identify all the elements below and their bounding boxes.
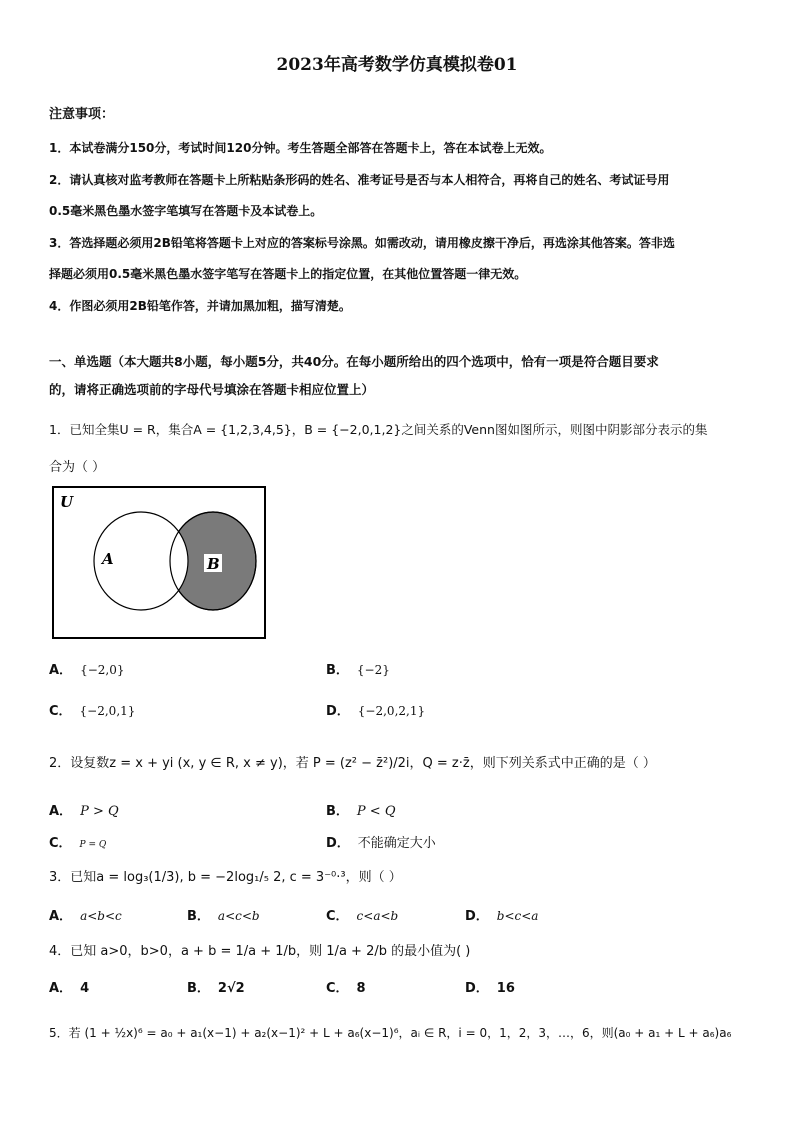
q5-stem: 5．若 (1 + ½x)⁶ = a₀ + a₁(x−1) + a₂(x−1)² + L + a₆(x−1)⁶，aᵢ ∈ R，i = 0，1，2，3，…，6，则(a₀ + a₁ + L + a₆)a₆ — [49, 1026, 732, 1040]
q4-option-a: A． 4 — [49, 981, 90, 996]
q2-option-b: B． P < Q — [326, 804, 396, 819]
q1-option-d: D． {−2,0,2,1} — [326, 704, 426, 719]
venn-label-a: A — [102, 550, 114, 568]
venn-label-b: B — [207, 555, 220, 573]
notice-item: 2．请认真核对监考教师在答题卡上所粘贴条形码的姓名、准考证号是否与本人相符合，再将自己的姓名、考试证号用 — [49, 173, 670, 187]
q2-option-c: C． P = Q — [49, 836, 107, 851]
q3-option-b: B． a<c<b — [187, 909, 260, 924]
venn-label-u: U — [60, 493, 74, 511]
notice-heading: 注意事项： — [49, 107, 115, 122]
venn-diagram — [52, 486, 266, 640]
notice-item: 4．作图必须用2B铅笔作答，并请加黑加粗，描写清楚。 — [49, 299, 351, 313]
q2-option-d: D． 不能确定大小 — [326, 836, 436, 851]
q1-option-c: C． {−2,0,1} — [49, 704, 136, 719]
q3-option-d: D． b<c<a — [465, 909, 539, 924]
notice-item: 3．答选择题必须用2B铅笔将答题卡上对应的答案标号涂黑。如需改动，请用橡皮擦干净后，再选涂其他答案。答非选 — [49, 236, 675, 250]
notice-item: 0.5毫米黑色墨水签字笔填写在答题卡及本试卷上。 — [49, 204, 323, 218]
section-heading-line1: 一、单选题（本大题共8小题，每小题5分，共40分。在每小题所给出的四个选项中，恰有一项是符合题目要求 — [49, 354, 659, 369]
q3-option-a: A． a<b<c — [49, 909, 122, 924]
q2-stem: 2．设复数z = x + yi (x, y ∈ R, x ≠ y)，若 P = (z² − z̄²)/2i，Q = z·z̄，则下列关系式中正确的是（ ） — [49, 756, 656, 771]
section-heading-line2: 的，请将正确选项前的字母代号填涂在答题卡相应位置上） — [49, 382, 375, 397]
q4-option-c: C． 8 — [326, 981, 366, 996]
page-title: 2023年高考数学仿真模拟卷01 — [276, 55, 518, 75]
q2-option-a: A． P > Q — [49, 804, 119, 819]
q1-stem-line1: 1．已知全集U = R，集合A = {1,2,3,4,5}，B = {−2,0,1,2}之间关系的Venn图如图所示，则图中阴影部分表示的集 — [49, 422, 708, 437]
q1-stem-line2: 合为（ ） — [49, 460, 106, 475]
notice-item: 择题必须用0.5毫米黑色墨水签字笔写在答题卡上的指定位置，在其他位置答题一律无效。 — [49, 267, 527, 281]
q4-option-d: D． 16 — [465, 981, 515, 996]
q4-stem: 4．已知 a>0，b>0，a + b = 1/a + 1/b，则 1/a + 2/b 的最小值为( ) — [49, 944, 471, 959]
q4-option-b: B． 2√2 — [187, 981, 245, 996]
q3-option-c: C． c<a<b — [326, 909, 399, 924]
q1-option-b: B． {−2} — [326, 663, 390, 678]
q1-option-a: A． {−2,0} — [49, 663, 125, 678]
q3-stem: 3．已知a = log₃(1/3), b = −2log₁/₅ 2, c = 3⁻⁰·³，则（ ） — [49, 870, 402, 885]
notice-item: 1．本试卷满分150分，考试时间120分钟。考生答题全部答在答题卡上，答在本试卷上无效。 — [49, 141, 552, 155]
